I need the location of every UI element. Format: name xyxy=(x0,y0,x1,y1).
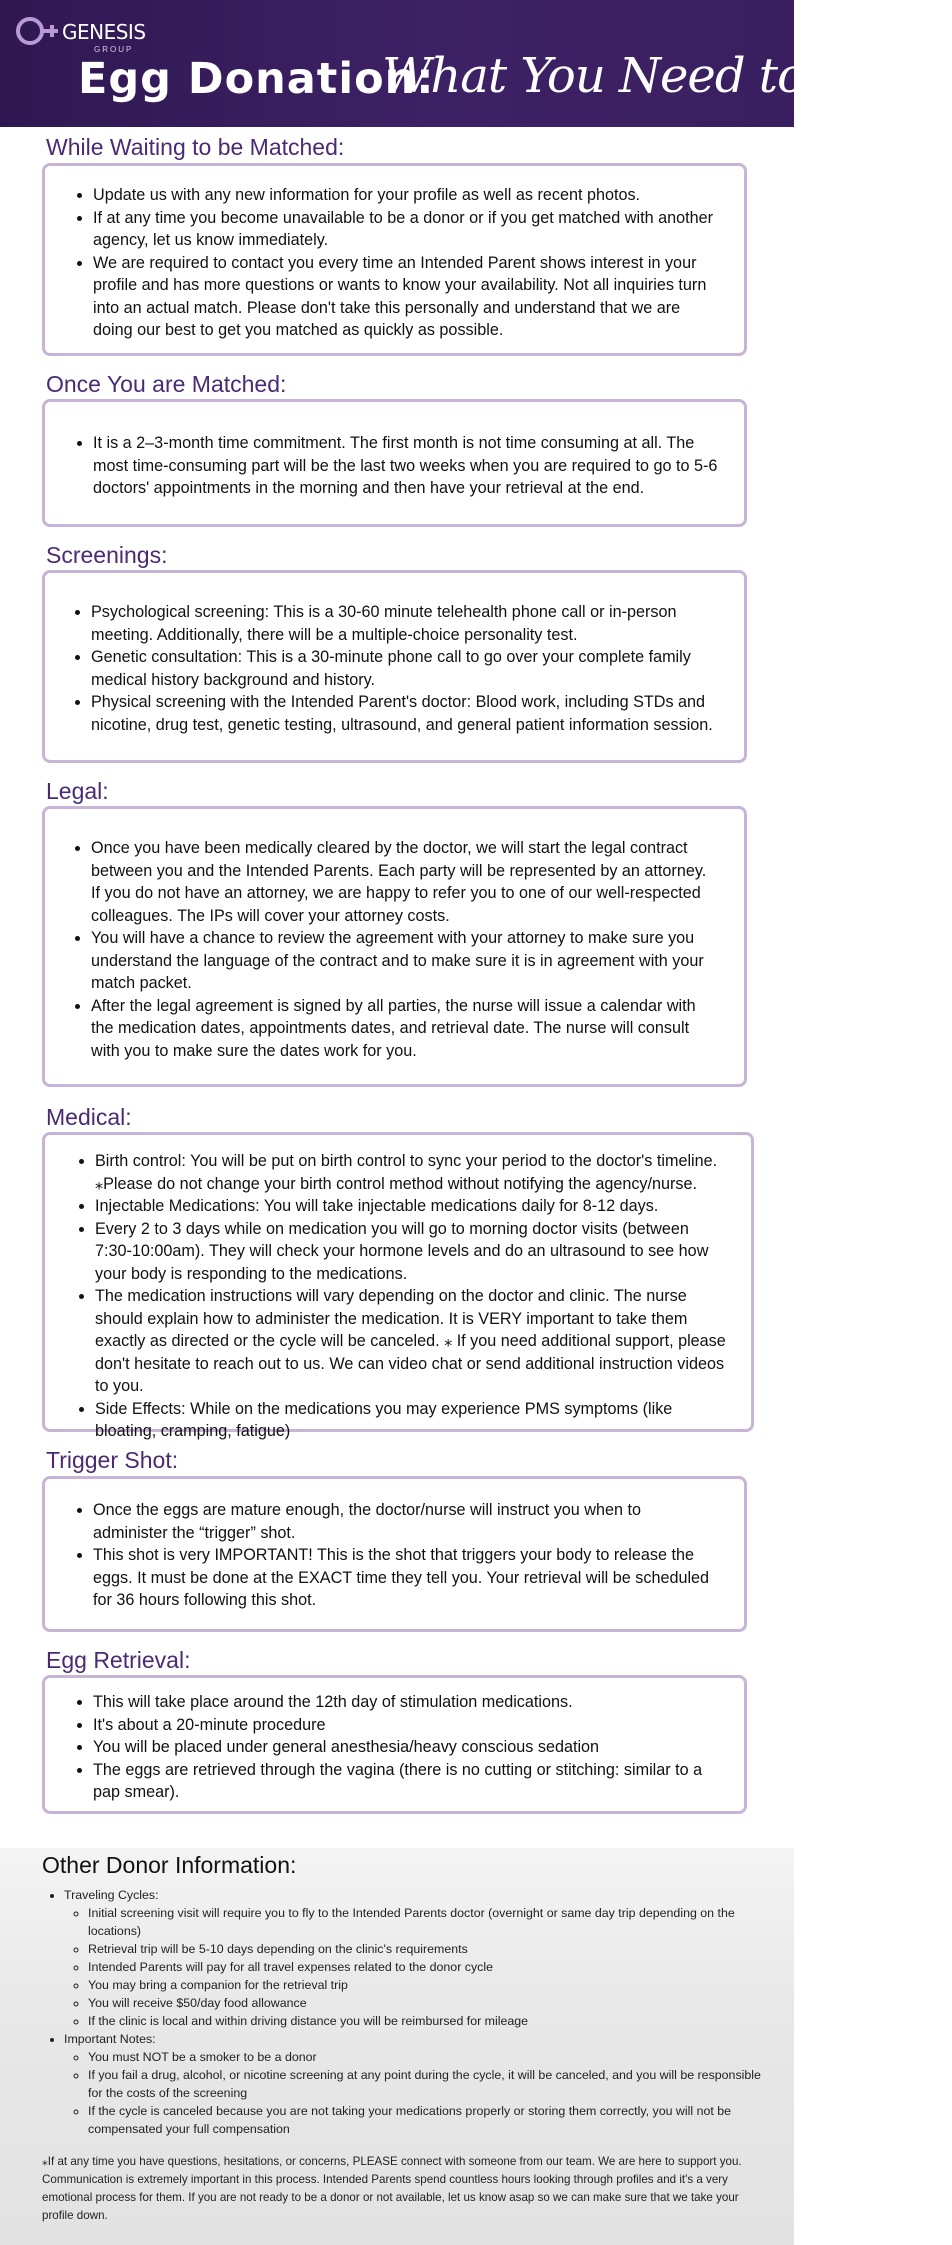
list-group xyxy=(64,1886,768,2030)
footnote: ⁎If at any time you have questions, hesitations, or concerns, PLEASE connect with someone from our team. We are here to support you. Communication is extremely important in this process. Intended Parents spend countless hours looking through profiles and it's a very emotional process for them. If you are not ready to be a donor or not available, let us know asap so we can make sure that we take your profile down. xyxy=(42,2155,742,2222)
list-item: ◦ If the cycle is canceled because you are not taking your medications properly or storing them correctly, you will not be compensated your full compensation xyxy=(88,2102,768,2138)
list-group-label: Traveling Cycles: xyxy=(64,1888,159,1902)
list-item: • If at any time you become unavailable to be a donor or if you get matched with another agency, let us know immediately. xyxy=(93,207,722,252)
list-item: • Physical screening with the Intended Parent's doctor: Blood work, including STDs and nicotine, drug test, genetic testing, ultrasound, and general patient information session. xyxy=(91,691,714,736)
section-heading-matched: Once You are Matched: xyxy=(46,371,287,397)
section-heading-waiting: While Waiting to be Matched: xyxy=(46,134,345,160)
list-item: • The eggs are retrieved through the vagina (there is no cutting or stitching: similar to a pap smear). xyxy=(93,1759,714,1804)
list-item: ◦ If you fail a drug, alcohol, or nicotine screening at any point during the cycle, it will be canceled, and you will be responsible for the costs of the screening xyxy=(88,2066,768,2102)
genesis-logo[interactable] xyxy=(12,14,152,56)
list-item: • Birth control: You will be put on birth control to sync your period to the doctor's timeline. ⁎Please do not change your birth control method without notifying the agency/nurse. xyxy=(95,1150,729,1195)
section-heading-medical: Medical: xyxy=(46,1104,132,1130)
section-heading-legal: Legal: xyxy=(46,778,109,804)
list-item: • This shot is very IMPORTANT! This is the shot that triggers your body to release the eggs. It must be done at the EXACT time they tell you. Your retrieval will be scheduled for 36 hours following this shot. xyxy=(93,1544,714,1612)
list-item: • You will be placed under general anesthesia/heavy conscious sedation xyxy=(93,1736,714,1759)
section-box-medical xyxy=(42,1132,754,1440)
section-box-retrieval xyxy=(42,1675,747,1814)
list-group-label: Important Notes: xyxy=(64,2032,156,2046)
list-item: • It's about a 20-minute procedure xyxy=(93,1714,714,1737)
list-item: ◦ You will receive $50/day food allowance xyxy=(88,1994,768,2012)
other-donor-info xyxy=(0,1848,794,2245)
list-item: • Once the eggs are mature enough, the doctor/nurse will instruct you when to administer the “trigger” shot. xyxy=(93,1499,714,1544)
section-heading-retrieval: Egg Retrieval: xyxy=(46,1647,191,1673)
list-item: • After the legal agreement is signed by all parties, the nurse will issue a calendar with the medication dates, appointments dates, and retrieval date. The nurse will consult with you to make sure the dates work for you. xyxy=(91,995,714,1063)
list-item: • You will have a chance to review the agreement with your attorney to make sure you understand the language of the contract and to make sure it is in agreement with your match packet. xyxy=(91,927,714,995)
other-heading: Other Donor Information: xyxy=(42,1852,297,1878)
page-title: Egg Donation: xyxy=(78,54,435,104)
list-item: • It is a 2–3-month time commitment. The first month is not time consuming at all. The most time-consuming part will be the last two weeks when you are required to go to 5-6 doctors' appointments in the morning and then have your retrieval at the end. xyxy=(93,432,722,500)
list-item: • The medication instructions will vary depending on the doctor and clinic. The nurse should explain how to administer the medication. It is VERY important to take them exactly as directed or the cycle will be canceled. ⁎ If you need additional support, please don't hesitate to reach out to us. We can video chat or send additional instruction videos to you. xyxy=(95,1285,729,1398)
genesis-venus-icon xyxy=(12,14,62,54)
list-item: ◦ You must NOT be a smoker to be a donor xyxy=(88,2048,768,2066)
section-heading-trigger: Trigger Shot: xyxy=(46,1447,179,1473)
list-item: • Every 2 to 3 days while on medication you will go to morning doctor visits (between 7:30-10:00am). They will check your hormone levels and do an ultrasound to see how your body is responding to the medications. xyxy=(95,1218,729,1286)
page-header xyxy=(0,0,952,127)
page-title-script: What You Need to Know xyxy=(382,48,952,104)
list-item: ◦ You may bring a companion for the retrieval trip xyxy=(88,1976,768,1994)
list-item: • Psychological screening: This is a 30-60 minute telehealth phone call or in-person meeting. Additionally, there will be a multiple-choice personality test. xyxy=(91,601,714,646)
list-item: • Update us with any new information for your profile as well as recent photos. xyxy=(93,184,722,207)
list-item: ◦ Retrieval trip will be 5-10 days depending on the clinic's requirements xyxy=(88,1940,768,1958)
section-box-matched xyxy=(42,399,747,527)
list-item: • Side Effects: While on the medications you may experience PMS symptoms (like bloating, cramping, fatigue) xyxy=(95,1398,729,1443)
logo-subtitle: GROUP xyxy=(94,45,134,54)
section-heading-screenings: Screenings: xyxy=(46,542,168,568)
logo-wordmark: GENESIS xyxy=(62,20,146,44)
list-item: • Injectable Medications: You will take injectable medications daily for 8-12 days. xyxy=(95,1195,729,1218)
list-item: • This will take place around the 12th day of stimulation medications. xyxy=(93,1691,714,1714)
section-box-screenings xyxy=(42,570,747,763)
section-box-legal xyxy=(42,806,747,1087)
section-box-waiting xyxy=(42,163,747,356)
list-item: ◦ Initial screening visit will require you to fly to the Intended Parents doctor (overnight or same day trip depending on the locations) xyxy=(88,1904,768,1940)
section-box-trigger xyxy=(42,1476,747,1632)
list-item: ◦ If the clinic is local and within driving distance you will be reimbursed for mileage xyxy=(88,2012,768,2030)
list-item: • Genetic consultation: This is a 30-minute phone call to go over your complete family medical history background and history. xyxy=(91,646,714,691)
list-item: • We are required to contact you every time an Intended Parent shows interest in your profile and has more questions or wants to know your availability. Not all inquiries turn into an actual match. Please don't take this personally and understand that we are doing our best to get you matched as quickly as possible. xyxy=(93,252,722,342)
list-item: ◦ Intended Parents will pay for all travel expenses related to the donor cycle xyxy=(88,1958,768,1976)
list-item: • Once you have been medically cleared by the doctor, we will start the legal contract between you and the Intended Parents. Each party will be represented by an attorney. If you do not have an attorney, we are happy to refer you to one of our well-respected colleagues. The IPs will cover your attorney costs. xyxy=(91,837,714,927)
list-group xyxy=(64,2030,768,2138)
